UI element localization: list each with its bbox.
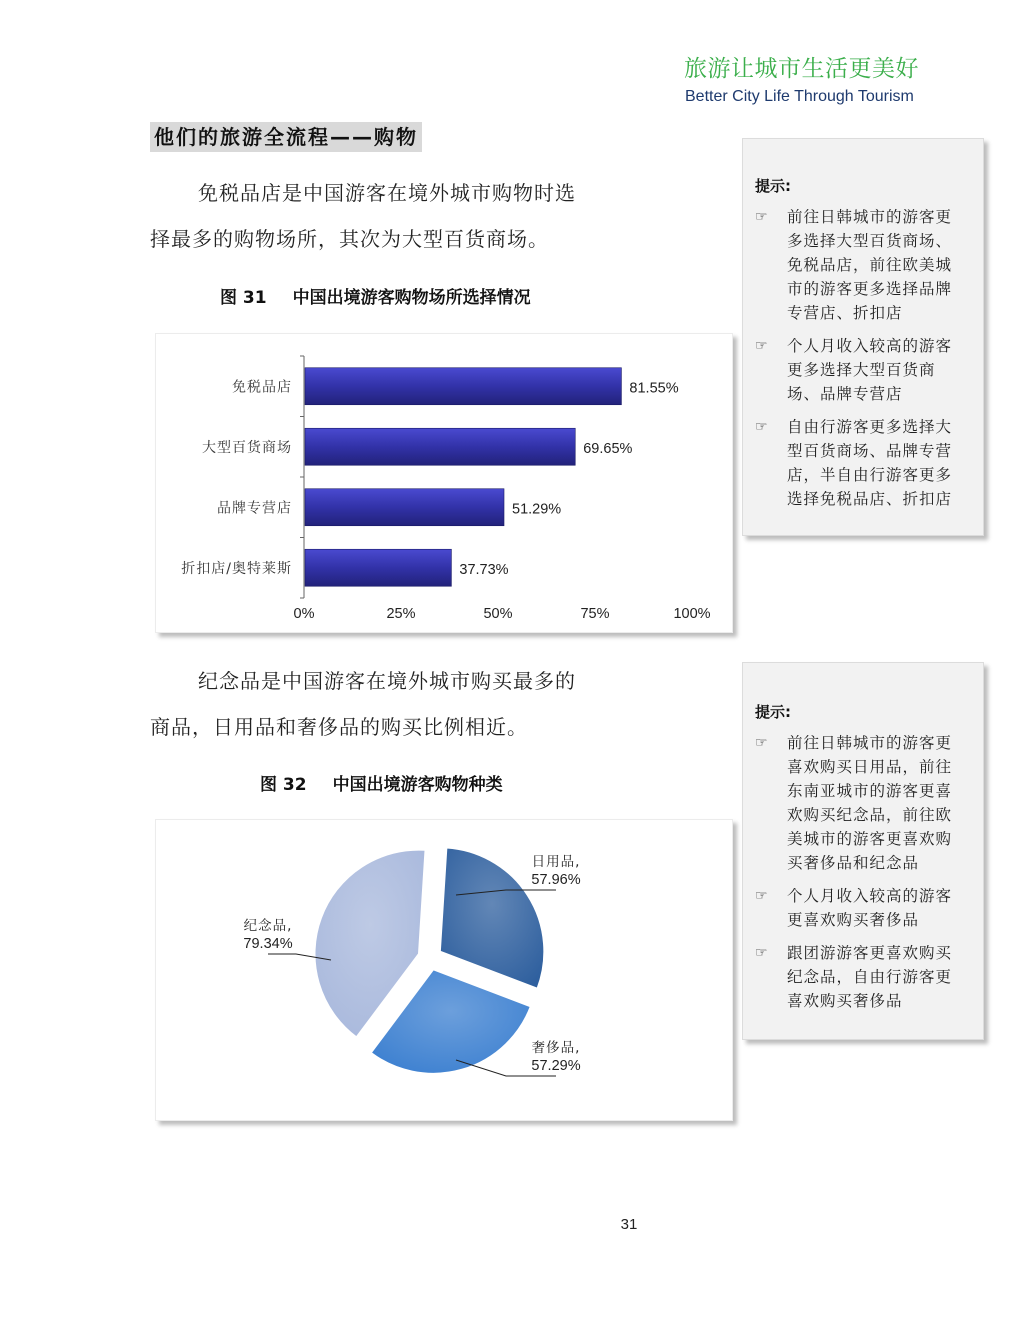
x-tick-label: 50% [483,606,513,622]
tip-line: 店，半自由行游客更多 [787,466,953,484]
tip-text [755,334,983,406]
brand-slogan-cn: 旅游让城市生活更美好 [684,56,919,82]
bar-2 [305,489,504,526]
tip-line: 免税品店，前往欧美城 [787,256,953,274]
figure-title: 中国出境游客购物种类 [332,775,503,795]
category-label: 免税品店 [232,379,292,396]
brand-slogan-en: Better City Life Through Tourism [685,88,914,105]
category-label: 折扣店/奥特莱斯 [181,560,292,577]
tip-item [755,334,983,406]
tip-line: 更喜欢购买奢侈品 [787,911,920,929]
bar-1 [305,428,575,465]
figure-number: 图 32 [260,775,307,795]
x-tick-label: 0% [293,606,315,622]
tip-line: 喜欢购买日用品，前往 [787,758,953,776]
paragraph-line: 免税品店是中国游客在境外城市购物时选 [198,181,576,205]
figure-31-caption [220,283,531,308]
goods-type-pie-chart [156,820,732,1120]
tip-line: 自由行游客更多选择大 [787,418,953,436]
pointing-hand-icon: ☞ [755,735,769,751]
tip-line: 个人月收入较高的游客 [787,337,953,355]
slice-value-label: 79.34% [243,936,293,952]
paragraph-goods-types [150,658,630,750]
tip-line: 市的游客更多选择品牌 [787,280,953,298]
bar-value-label: 51.29% [512,501,562,518]
figure-32-caption [260,770,503,795]
shopping-venue-bar-chart [156,334,732,632]
tip-line: 买奢侈品和纪念品 [787,854,920,872]
pointing-hand-icon: ☞ [755,419,769,435]
paragraph-line: 商品，日用品和奢侈品的购买比例相近。 [150,715,528,739]
bar-3 [305,549,451,586]
pointing-hand-icon: ☞ [755,338,769,354]
tip-line: 美城市的游客更喜欢购 [787,830,953,848]
bar-value-label: 69.65% [583,440,633,457]
tip-line: 个人月收入较高的游客 [787,887,953,905]
tip-line: 跟团游游客更喜欢购买 [787,944,953,962]
bar-0 [305,368,621,405]
bar-value-label: 81.55% [629,380,679,397]
x-tick-label: 25% [386,606,416,622]
tip-text [755,205,983,325]
bar-value-label: 37.73% [459,561,509,578]
paragraph-shopping-venues [150,170,630,262]
tip-line: 欢购买纪念品，前往欧 [787,806,953,824]
tip-item [755,415,983,511]
page-number: 31 [620,1216,638,1233]
tip-line: 更多选择大型百货商 [787,361,936,379]
tip-line: 纪念品，自由行游客更 [787,968,953,986]
figure-number: 图 31 [220,288,267,308]
tip-line: 喜欢购买奢侈品 [787,992,903,1010]
slice-value-label: 57.29% [531,1058,581,1074]
category-label: 大型百货商场 [202,439,292,456]
x-tick-label: 100% [673,606,711,622]
tip-item [755,941,983,1013]
tip-line: 前往日韩城市的游客更 [787,734,953,752]
tip-item [755,731,983,875]
tips-title: 提示: [755,177,791,195]
paragraph-line: 择最多的购物场所，其次为大型百货商场。 [150,227,549,251]
category-label: 品牌专营店 [217,500,292,517]
tip-line: 前往日韩城市的游客更 [787,208,953,226]
pointing-hand-icon: ☞ [755,945,769,961]
pointing-hand-icon: ☞ [755,888,769,904]
tip-line: 场、品牌专营店 [787,385,903,403]
section-title: 他们的旅游全流程——购物 [150,122,422,152]
pointing-hand-icon: ☞ [755,209,769,225]
figure-title: 中国出境游客购物场所选择情况 [292,288,531,308]
tip-line: 型百货商场、品牌专营 [787,442,953,460]
bar-chart-container [155,333,733,633]
paragraph-line: 纪念品是中国游客在境外城市购买最多的 [198,669,576,693]
tip-item [755,205,983,325]
tip-text [755,731,983,875]
tip-line: 选择免税品店、折扣店 [787,490,953,508]
tips-box-venues [742,138,984,536]
slice-label: 日用品, [531,854,581,870]
tip-line: 专营店、折扣店 [787,304,903,322]
tip-text [755,415,983,511]
tip-item [755,884,983,932]
slice-value-label: 57.96% [531,872,581,888]
tip-text [755,941,983,1013]
tips-title: 提示: [755,703,791,721]
pie-slice-0 [440,848,544,989]
tip-text [755,884,983,932]
slice-label: 纪念品, [243,918,293,934]
tip-line: 东南亚城市的游客更喜 [787,782,953,800]
pie-chart-container [155,819,733,1121]
slice-label: 奢侈品, [531,1040,581,1056]
tips-box-goods [742,662,984,1040]
tip-line: 多选择大型百货商场、 [787,232,953,250]
x-tick-label: 75% [580,606,610,622]
